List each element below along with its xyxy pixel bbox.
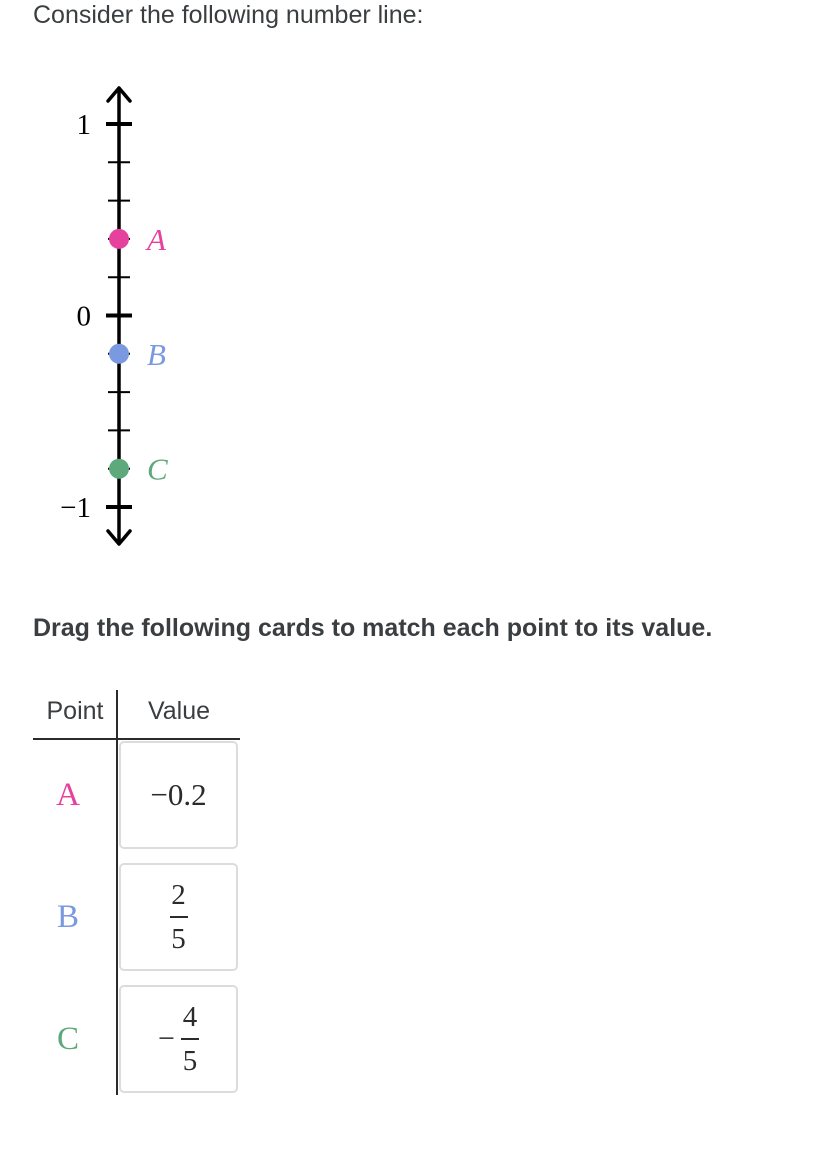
number-line-labels: [60, 109, 91, 524]
fraction-numerator: 2: [171, 879, 186, 912]
tick-label: −1: [60, 492, 91, 524]
column-header-value: Value: [147, 697, 211, 725]
row-label-b: B: [56, 899, 79, 935]
point-marker-c: [109, 459, 129, 479]
point-label-a: A: [147, 221, 166, 257]
table-divider-horizontal: [33, 738, 240, 740]
fraction-numerator: 4: [182, 1001, 198, 1034]
row-label-a: A: [56, 777, 80, 813]
column-header-point: Point: [46, 697, 104, 725]
tick-label: 0: [76, 300, 91, 333]
card-value-text: −0.2: [150, 777, 207, 812]
value-card-1[interactable]: [119, 741, 238, 849]
fraction-sign: −: [158, 1022, 175, 1055]
fraction-denominator: 5: [182, 1044, 198, 1077]
tick-label: 1: [76, 109, 91, 141]
question-prompt: Consider the following number line:: [33, 1, 424, 29]
fraction-denominator: 5: [171, 922, 186, 955]
point-label-c: C: [147, 451, 168, 487]
fraction: [181, 1000, 199, 1078]
fraction-bar: [181, 1038, 199, 1040]
table-divider-vertical: [116, 690, 118, 1095]
point-label-b: B: [147, 336, 166, 372]
value-card-2[interactable]: [119, 863, 238, 971]
point-marker-b: [109, 344, 129, 364]
number-line: [0, 0, 260, 560]
fraction-bar: [170, 916, 188, 918]
value-card-3[interactable]: [119, 985, 238, 1093]
row-label-c: C: [56, 1021, 79, 1057]
instruction-text: Drag the following cards to match each point to its value.: [33, 614, 713, 642]
fraction: [170, 878, 188, 956]
point-marker-a: [109, 229, 129, 249]
